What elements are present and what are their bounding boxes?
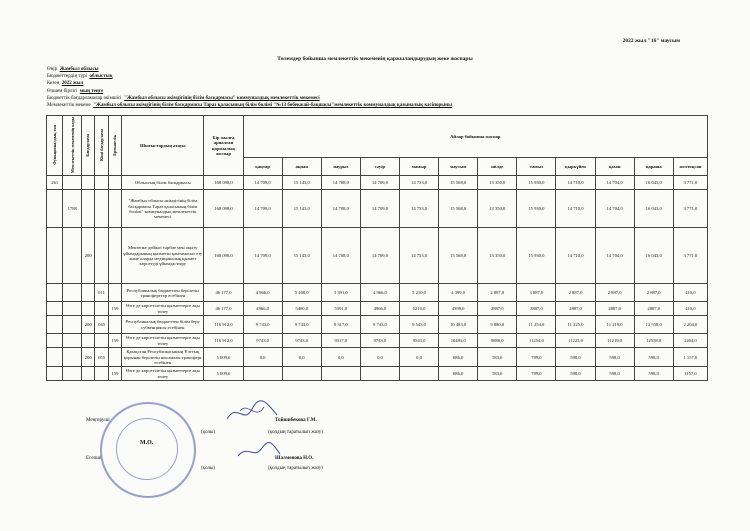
month-value-cell: 5210,0 bbox=[400, 302, 439, 316]
table-row bbox=[47, 316, 708, 334]
expense-name-cell: "Жамбыл облысы әкімдігінің білім басқармасы Тараз қаласының білім бөлімі" коммуналдық мемлекеттік мекемесі bbox=[122, 190, 204, 228]
month-value-cell: 598,0 bbox=[556, 348, 595, 367]
month-value-cell bbox=[321, 367, 360, 381]
head-name-caption: (қолдың таратылып жазу) bbox=[268, 430, 323, 435]
head-signature-scribble bbox=[222, 397, 282, 427]
code-cell bbox=[108, 190, 121, 228]
month-value-cell: 4 966,0 bbox=[243, 284, 282, 302]
code-cell bbox=[47, 334, 63, 348]
month-value-cell: 4 399,0 bbox=[439, 284, 478, 302]
month-value-cell: 0,0 bbox=[243, 348, 282, 367]
month-value-cell: 686,0 bbox=[439, 367, 478, 381]
code-cell bbox=[95, 302, 108, 316]
month-value-cell: 11 225,0 bbox=[556, 316, 595, 334]
code-cell bbox=[63, 367, 82, 381]
header-institution-code: Мемлекеттік мекеменің коды bbox=[63, 116, 82, 176]
annual-plan-cell: 5 009,0 bbox=[204, 367, 243, 381]
month-value-cell: 11 254,0 bbox=[517, 316, 556, 334]
month-value-cell: 13 350,0 bbox=[478, 190, 517, 228]
code-cell bbox=[95, 228, 108, 284]
month-value-cell: 9743,0 bbox=[243, 334, 282, 348]
month-value-cell: 9 743,0 bbox=[360, 316, 399, 334]
month-value-cell: 10483,0 bbox=[439, 334, 478, 348]
month-value-cell: 598,0 bbox=[556, 367, 595, 381]
month-value-cell: 5 391,0 bbox=[321, 284, 360, 302]
month-value-cell: 0,0 bbox=[360, 348, 399, 367]
month-value-cell: 598,0 bbox=[634, 367, 673, 381]
code-cell bbox=[63, 228, 82, 284]
month-value-cell: 5 210,0 bbox=[400, 284, 439, 302]
header-expense-name: Шығыстардың атауы bbox=[122, 116, 204, 176]
month-value-cell: 9 317,0 bbox=[321, 316, 360, 334]
code-cell bbox=[63, 284, 82, 302]
header-annual-plan: Бір жылға арналған қаржылық жоспар bbox=[204, 116, 243, 176]
code-cell bbox=[95, 334, 108, 348]
annual-plan-cell: 46 177,0 bbox=[204, 284, 243, 302]
header-functional-group: Функционалдық топ bbox=[47, 116, 63, 176]
code-cell: 200 bbox=[81, 316, 94, 334]
month-value-cell: 14 704,0 bbox=[595, 228, 634, 284]
expense-name-cell: Өзге де көрсетілетін қызметтерге ақы төлеу bbox=[122, 302, 204, 316]
month-value-cell: 0,0 bbox=[282, 348, 321, 367]
code-cell: 159 bbox=[108, 334, 121, 348]
month-value-cell: 4966,0 bbox=[360, 302, 399, 316]
month-value-cell: 9317,0 bbox=[321, 334, 360, 348]
code-cell bbox=[108, 176, 121, 190]
code-cell: 159 bbox=[108, 367, 121, 381]
code-cell bbox=[95, 367, 108, 381]
code-cell bbox=[108, 316, 121, 334]
month-value-cell: 13 350,0 bbox=[478, 176, 517, 190]
code-cell bbox=[63, 302, 82, 316]
month-value-cell: 11 219,0 bbox=[595, 316, 634, 334]
code-cell: 1788 bbox=[63, 190, 82, 228]
header-month: қараша bbox=[634, 158, 673, 176]
annual-plan-cell: 168 098,0 bbox=[204, 190, 243, 228]
month-value-cell: 9 880,0 bbox=[478, 316, 517, 334]
month-value-cell: 2 887,0 bbox=[595, 284, 634, 302]
code-cell: 159 bbox=[108, 302, 121, 316]
month-value-cell: 14 708,0 bbox=[321, 176, 360, 190]
month-value-cell: 2 887,0 bbox=[478, 284, 517, 302]
header-month: ақпан bbox=[282, 158, 321, 176]
month-value-cell: 583,0 bbox=[478, 367, 517, 381]
meta-region: Өңір Жамбыл облысы bbox=[47, 67, 99, 72]
header-specific: Ерекшелік bbox=[108, 116, 121, 176]
month-value-cell: 15 143,0 bbox=[282, 228, 321, 284]
month-value-cell: 12 558,0 bbox=[634, 316, 673, 334]
month-value-cell: 14 709,0 bbox=[360, 176, 399, 190]
header-month: қыркүйек bbox=[556, 158, 595, 176]
header-month: шілде bbox=[478, 158, 517, 176]
month-value-cell: 598,0 bbox=[595, 348, 634, 367]
accountant-sign-caption: (қолы) bbox=[201, 466, 216, 471]
table-row bbox=[47, 367, 708, 381]
code-cell bbox=[95, 190, 108, 228]
month-value-cell: 15 143,0 bbox=[282, 176, 321, 190]
month-value-cell: 789,0 bbox=[517, 367, 556, 381]
month-value-cell: 14 709,0 bbox=[360, 190, 399, 228]
code-cell bbox=[63, 316, 82, 334]
month-value-cell: 410,0 bbox=[673, 302, 707, 316]
annual-plan-cell: 46 177,0 bbox=[204, 302, 243, 316]
expense-name-cell: Қазақстан Республикасының Ұлттық қорынан берілетін нысаналы трансферт есебінен bbox=[122, 348, 204, 367]
month-value-cell: 3 771,0 bbox=[673, 228, 707, 284]
table-row bbox=[47, 176, 708, 190]
code-cell bbox=[47, 302, 63, 316]
month-value-cell: 9 743,0 bbox=[282, 316, 321, 334]
annual-plan-cell: 116 912,0 bbox=[204, 334, 243, 348]
month-value-cell: 2 204,0 bbox=[673, 316, 707, 334]
meta-administrator: Бюджеттік бағдарламалар әкімшісі "Жамбыл облысы әкімдігінің білім басқармасы" коммуналдық мемлекеттік мекемесі bbox=[47, 95, 320, 101]
code-cell bbox=[81, 302, 94, 316]
month-value-cell: 14 709,0 bbox=[243, 228, 282, 284]
month-value-cell: 2887,0 bbox=[556, 302, 595, 316]
table-row bbox=[47, 190, 708, 228]
month-value-cell: 14 704,0 bbox=[595, 190, 634, 228]
month-value-cell: 9880,0 bbox=[478, 334, 517, 348]
code-cell bbox=[63, 176, 82, 190]
month-value-cell: 9743,0 bbox=[282, 334, 321, 348]
header-program: Бағдарлама bbox=[81, 116, 94, 176]
head-name: Тойшибекова Г.М. bbox=[275, 418, 317, 423]
meta-period: Кезең 2022 жыл bbox=[47, 81, 84, 87]
month-value-cell: 16 043,0 bbox=[634, 190, 673, 228]
month-value-cell: 5 400,0 bbox=[282, 284, 321, 302]
month-value-cell: 14 708,0 bbox=[321, 228, 360, 284]
expense-name-cell: Өзге де көрсетілетін қызметтерге ақы төлеу bbox=[122, 367, 204, 381]
code-cell bbox=[95, 176, 108, 190]
code-cell: 045 bbox=[95, 316, 108, 334]
month-value-cell: 4 966,0 bbox=[360, 284, 399, 302]
month-value-cell: 9743,0 bbox=[360, 334, 399, 348]
month-value-cell: 686,0 bbox=[439, 348, 478, 367]
month-value-cell: 9 543,0 bbox=[400, 316, 439, 334]
header-month: мамыр bbox=[400, 158, 439, 176]
month-value-cell: 15 930,0 bbox=[517, 228, 556, 284]
month-value-cell: 3 771,0 bbox=[673, 176, 707, 190]
month-value-cell: 14 753,0 bbox=[400, 190, 439, 228]
month-value-cell: 0,0 bbox=[400, 348, 439, 367]
month-value-cell: 15 930,0 bbox=[517, 176, 556, 190]
month-value-cell: 11225,0 bbox=[556, 334, 595, 348]
month-value-cell: 2 887,0 bbox=[556, 284, 595, 302]
code-cell: 200 bbox=[81, 228, 94, 284]
meta-block bbox=[47, 66, 452, 109]
month-value-cell: 15 568,0 bbox=[439, 228, 478, 284]
head-sign-caption: (қолы) bbox=[201, 430, 216, 435]
expense-name-cell: Облыстың білім басқармасы bbox=[122, 176, 204, 190]
month-value-cell: 4399,0 bbox=[439, 302, 478, 316]
month-value-cell bbox=[400, 367, 439, 381]
header-month: қазан bbox=[595, 158, 634, 176]
month-value-cell: 3 887,0 bbox=[517, 284, 556, 302]
table-row bbox=[47, 228, 708, 284]
code-cell bbox=[81, 334, 94, 348]
code-cell: 011 bbox=[95, 284, 108, 302]
month-value-cell: 410,0 bbox=[673, 284, 707, 302]
month-value-cell: 16 043,0 bbox=[634, 176, 673, 190]
month-value-cell: 1157,0 bbox=[673, 367, 707, 381]
month-value-cell: 14 753,0 bbox=[400, 176, 439, 190]
table-row bbox=[47, 348, 708, 367]
expense-name-cell: Республикалық бюджеттен білім беру субвенциясы есебінен bbox=[122, 316, 204, 334]
code-cell bbox=[47, 367, 63, 381]
document-date: 2022 жыл "16" маусым bbox=[622, 38, 680, 44]
code-cell bbox=[63, 348, 82, 367]
header-month: маусым bbox=[439, 158, 478, 176]
annual-plan-cell: 116 912,0 bbox=[204, 316, 243, 334]
accountant-name-caption: (қолдың таратылып жазу) bbox=[268, 466, 323, 471]
code-cell bbox=[47, 284, 63, 302]
month-value-cell: 16 043,0 bbox=[634, 228, 673, 284]
table-row bbox=[47, 284, 708, 302]
month-value-cell: 14 709,0 bbox=[360, 228, 399, 284]
month-value-cell: 11254,0 bbox=[517, 334, 556, 348]
head-label: Меңгеруші bbox=[86, 418, 110, 423]
month-value-cell: 14 704,0 bbox=[595, 176, 634, 190]
month-value-cell: 14 709,0 bbox=[243, 190, 282, 228]
code-cell bbox=[63, 334, 82, 348]
code-cell: 055 bbox=[95, 348, 108, 367]
header-subprogram: Кіші бағдарлама bbox=[95, 116, 108, 176]
month-value-cell: 15 930,0 bbox=[517, 190, 556, 228]
month-value-cell: 15 143,0 bbox=[282, 190, 321, 228]
month-value-cell: 2887,0 bbox=[634, 302, 673, 316]
month-value-cell: 5391,0 bbox=[321, 302, 360, 316]
month-value-cell: 598,0 bbox=[595, 367, 634, 381]
code-cell bbox=[108, 284, 121, 302]
month-value-cell: 10 483,0 bbox=[439, 316, 478, 334]
code-cell bbox=[81, 190, 94, 228]
month-value-cell: 4966,0 bbox=[243, 302, 282, 316]
code-cell bbox=[47, 316, 63, 334]
code-cell bbox=[81, 367, 94, 381]
month-value-cell: 2 887,0 bbox=[634, 284, 673, 302]
header-month: қаңтар bbox=[243, 158, 282, 176]
month-value-cell bbox=[243, 367, 282, 381]
document-title: Төлемдер бойынша мемлекеттік мекеменің қаржыландырудың жеке жоспары bbox=[277, 56, 473, 62]
code-cell bbox=[47, 348, 63, 367]
expense-name-cell: Мектепке дейінгі тәрбие мен оқыту ұйымдарының қызметін қамтамасыз ету және оларда медициналық қызмет көрсетуді ұйымдастыру bbox=[122, 228, 204, 284]
table-row bbox=[47, 334, 708, 348]
month-value-cell: 2887,0 bbox=[478, 302, 517, 316]
month-value-cell: 583,0 bbox=[478, 348, 517, 367]
code-cell bbox=[81, 176, 94, 190]
month-value-cell: 789,0 bbox=[517, 348, 556, 367]
accountant-name: Шалменова Н.О. bbox=[275, 456, 314, 461]
month-value-cell: 14 710,0 bbox=[556, 176, 595, 190]
code-cell bbox=[108, 348, 121, 367]
code-cell bbox=[47, 190, 63, 228]
month-value-cell: 14 710,0 bbox=[556, 228, 595, 284]
month-value-cell: 11219,0 bbox=[595, 334, 634, 348]
meta-unit: Өлшем бірлігі мың теңге bbox=[47, 88, 104, 94]
code-cell bbox=[108, 228, 121, 284]
annual-plan-cell: 168 098,0 bbox=[204, 228, 243, 284]
stamp-text: М.О. bbox=[140, 440, 154, 446]
month-value-cell: 1 157,0 bbox=[673, 348, 707, 367]
month-value-cell: 15 568,0 bbox=[439, 190, 478, 228]
month-value-cell: 14 710,0 bbox=[556, 190, 595, 228]
meta-institution: Мемлекеттік мекеме "Жамбыл облысы әкімдігінің білім басқармасы Тараз қаласының білім бөлімі "№13 бөбекжай-бақшасы"мемлекеттік коммуналдық қазыналық кәсіпорыны bbox=[47, 103, 452, 109]
month-value-cell: 9 743,0 bbox=[243, 316, 282, 334]
header-month: тамыз bbox=[517, 158, 556, 176]
month-value-cell: 12558,0 bbox=[634, 334, 673, 348]
financing-plan-table bbox=[46, 115, 708, 381]
annual-plan-cell: 168 098,0 bbox=[204, 176, 243, 190]
month-value-cell: 14 709,0 bbox=[243, 176, 282, 190]
month-value-cell: 3 771,0 bbox=[673, 190, 707, 228]
header-month: наурыз bbox=[321, 158, 360, 176]
month-value-cell: 2887,0 bbox=[595, 302, 634, 316]
code-cell: 261 bbox=[47, 176, 63, 190]
code-cell bbox=[47, 228, 63, 284]
month-value-cell: 15 568,0 bbox=[439, 176, 478, 190]
expense-name-cell: Өзге де көрсетілетін қызметтерге ақы төлеу bbox=[122, 334, 204, 348]
month-value-cell: 13 350,0 bbox=[478, 228, 517, 284]
month-value-cell: 3887,0 bbox=[517, 302, 556, 316]
official-stamp bbox=[100, 402, 196, 498]
header-monthly-plan: Айлар бойынша жоспар bbox=[243, 116, 707, 158]
month-value-cell: 0,0 bbox=[321, 348, 360, 367]
annual-plan-cell: 5 009,0 bbox=[204, 348, 243, 367]
expense-name-cell: Республикалық бюджеттен берілетін трансферттер есебінен bbox=[122, 284, 204, 302]
month-value-cell: 5400,0 bbox=[282, 302, 321, 316]
month-value-cell bbox=[282, 367, 321, 381]
month-value-cell: 598,0 bbox=[634, 348, 673, 367]
meta-budget-type: Бюджеттердің түрі облыстық bbox=[47, 74, 113, 80]
code-cell bbox=[81, 284, 94, 302]
month-value-cell: 14 708,0 bbox=[321, 190, 360, 228]
table-row bbox=[47, 302, 708, 316]
header-month: сәуір bbox=[360, 158, 399, 176]
month-value-cell: 14 753,0 bbox=[400, 228, 439, 284]
month-value-cell: 2204,0 bbox=[673, 334, 707, 348]
month-value-cell bbox=[360, 367, 399, 381]
month-value-cell: 9543,0 bbox=[400, 334, 439, 348]
header-month: желтоқсан bbox=[673, 158, 707, 176]
accountant-label: Есепші bbox=[86, 456, 102, 461]
code-cell: 200 bbox=[81, 348, 94, 367]
